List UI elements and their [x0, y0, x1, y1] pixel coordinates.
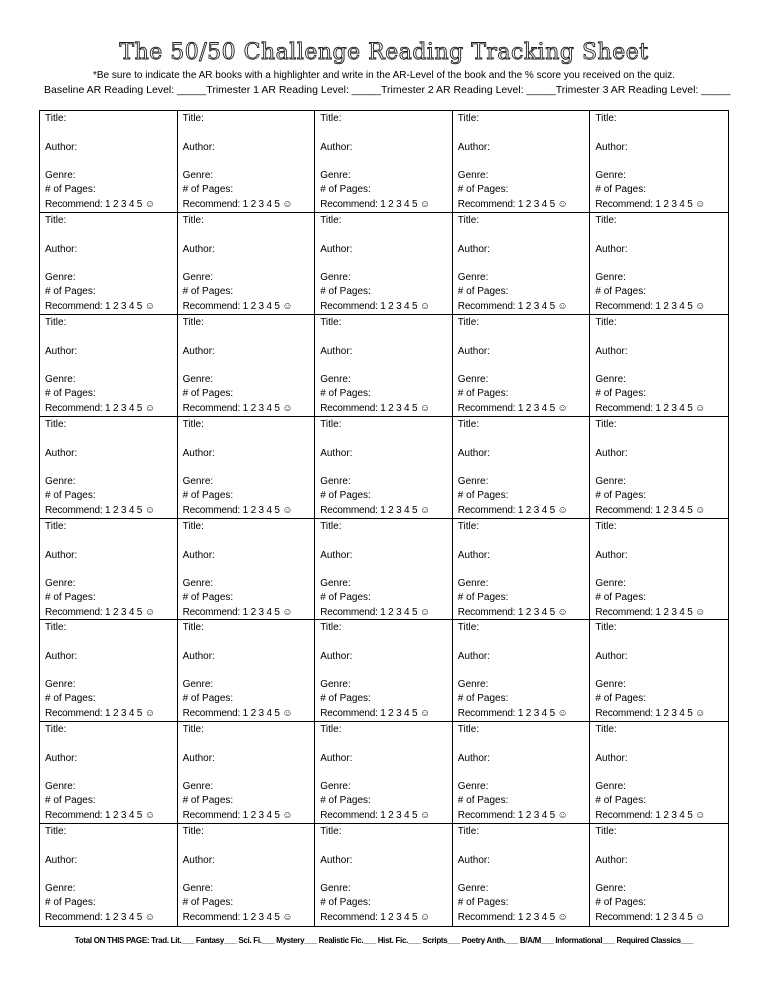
recommend-rating-label: Recommend: 1 2 3 4 5 ☺: [595, 810, 706, 822]
book-pages-label: # of Pages:: [45, 285, 96, 297]
recommend-rating-label: Recommend: 1 2 3 4 5 ☺: [182, 199, 293, 210]
recommend-rating-label: Recommend: 1 2 3 4 5 ☺: [182, 504, 293, 516]
book-author-label: Author:: [320, 345, 353, 357]
book-title-label: Title:: [457, 622, 480, 634]
book-entry-card: [40, 213, 178, 315]
recommend-rating-label: Recommend: 1 2 3 4 5 ☺: [182, 912, 293, 924]
book-title-label: Title:: [457, 724, 480, 736]
book-pages-label: # of Pages:: [182, 897, 234, 909]
book-pages-label: # of Pages:: [45, 184, 96, 195]
book-author-label: Author:: [320, 549, 353, 561]
book-entry-card: [453, 519, 591, 621]
book-entry-card: [453, 824, 591, 926]
book-entry-card: [40, 824, 178, 926]
book-genre-label: Genre:: [457, 781, 489, 793]
book-entry-card: [590, 417, 728, 519]
book-pages-label: # of Pages:: [457, 795, 509, 807]
book-author-label: Author:: [595, 243, 628, 255]
book-genre-label: Genre:: [320, 475, 351, 487]
recommend-rating-label: Recommend: 1 2 3 4 5 ☺: [45, 912, 155, 924]
book-genre-label: Genre:: [457, 373, 489, 385]
book-genre-label: Genre:: [320, 373, 351, 385]
recommend-rating-label: Recommend: 1 2 3 4 5 ☺: [182, 606, 293, 618]
book-genre-label: Genre:: [457, 577, 489, 589]
reading-levels-row: [44, 84, 731, 96]
book-genre-label: Genre:: [457, 883, 489, 895]
book-title-label: Title:: [320, 316, 342, 328]
book-title-label: Title:: [320, 214, 342, 226]
book-author-label: Author:: [595, 753, 628, 765]
recommend-rating-label: Recommend: 1 2 3 4 5 ☺: [320, 708, 430, 720]
recommend-rating-label: Recommend: 1 2 3 4 5 ☺: [457, 708, 568, 720]
book-entry-card: [178, 315, 316, 417]
recommend-rating-label: Recommend: 1 2 3 4 5 ☺: [595, 300, 706, 312]
book-genre-label: Genre:: [45, 883, 76, 895]
book-genre-label: Genre:: [457, 170, 489, 181]
book-author-label: Author:: [182, 142, 215, 153]
book-pages-label: # of Pages:: [320, 591, 371, 603]
book-genre-label: Genre:: [320, 271, 351, 283]
book-title-label: Title:: [320, 622, 342, 634]
recommend-rating-label: Recommend: 1 2 3 4 5 ☺: [45, 199, 155, 210]
book-entry-card: [590, 824, 728, 926]
book-entry-card: [453, 213, 591, 315]
book-title-label: Title:: [320, 826, 342, 838]
book-author-label: Author:: [595, 142, 628, 153]
book-genre-label: Genre:: [320, 781, 351, 793]
recommend-rating-label: Recommend: 1 2 3 4 5 ☺: [595, 199, 706, 210]
recommend-rating-label: Recommend: 1 2 3 4 5 ☺: [320, 606, 430, 618]
book-title-label: Title:: [182, 214, 204, 226]
book-entry-card: [178, 519, 316, 621]
book-title-label: Title:: [320, 520, 342, 532]
book-entry-card: [40, 315, 178, 417]
book-pages-label: # of Pages:: [595, 591, 646, 603]
book-title-label: Title:: [595, 418, 617, 430]
trimester-3-level-label: Trimester 3 AR Reading Level: _____: [555, 84, 731, 96]
book-genre-label: Genre:: [45, 271, 76, 283]
book-genre-label: Genre:: [595, 883, 626, 895]
book-entry-card: [178, 824, 316, 926]
book-entry-card: [453, 620, 591, 722]
book-pages-label: # of Pages:: [595, 184, 646, 195]
book-title-label: Title:: [595, 724, 617, 736]
book-entry-card: [315, 417, 453, 519]
recommend-rating-label: Recommend: 1 2 3 4 5 ☺: [320, 912, 430, 924]
book-author-label: Author:: [320, 651, 353, 663]
recommend-rating-label: Recommend: 1 2 3 4 5 ☺: [595, 912, 706, 924]
book-genre-label: Genre:: [182, 475, 214, 487]
recommend-rating-label: Recommend: 1 2 3 4 5 ☺: [457, 199, 568, 210]
book-author-label: Author:: [45, 447, 78, 459]
book-author-label: Author:: [457, 753, 491, 765]
book-pages-label: # of Pages:: [457, 285, 509, 297]
book-author-label: Author:: [595, 345, 628, 357]
book-entry-card: [178, 417, 316, 519]
book-title-label: Title:: [182, 520, 204, 532]
book-author-label: Author:: [45, 651, 78, 663]
book-pages-label: # of Pages:: [182, 387, 234, 399]
book-pages-label: # of Pages:: [182, 591, 234, 603]
book-pages-label: # of Pages:: [320, 387, 371, 399]
book-entry-card: [40, 417, 178, 519]
book-title-label: Title:: [457, 113, 480, 124]
book-author-label: Author:: [45, 243, 78, 255]
recommend-rating-label: Recommend: 1 2 3 4 5 ☺: [320, 402, 430, 414]
trimester-1-level-label: Trimester 1 AR Reading Level: _____: [206, 84, 382, 96]
book-author-label: Author:: [320, 447, 353, 459]
book-title-label: Title:: [45, 113, 67, 124]
book-log-grid: [39, 110, 729, 927]
book-entry-card: [315, 315, 453, 417]
book-genre-label: Genre:: [595, 781, 626, 793]
book-entry-card: [40, 111, 178, 213]
book-entry-card: [178, 213, 316, 315]
book-title-label: Title:: [45, 316, 67, 328]
genre-totals-footer: Total ON THIS PAGE: Trad. Lit.___ Fantasy___ Sci. Fi.___ Mystery___ Realistic Fic.___ Hist. Fic.___ Scripts___ Poetry Anth.___ B/A/M___ Informational___ Required Classics___: [74, 936, 694, 945]
book-title-label: Title:: [595, 622, 617, 634]
book-pages-label: # of Pages:: [45, 795, 96, 807]
book-entry-card: [590, 315, 728, 417]
book-pages-label: # of Pages:: [595, 897, 646, 909]
book-author-label: Author:: [457, 345, 491, 357]
book-entry-card: [590, 620, 728, 722]
book-genre-label: Genre:: [182, 679, 214, 691]
book-title-label: Title:: [320, 724, 342, 736]
book-entry-card: [590, 722, 728, 824]
book-pages-label: # of Pages:: [457, 693, 509, 705]
book-title-label: Title:: [45, 724, 67, 736]
recommend-rating-label: Recommend: 1 2 3 4 5 ☺: [45, 708, 155, 720]
book-entry-card: [40, 620, 178, 722]
recommend-rating-label: Recommend: 1 2 3 4 5 ☺: [595, 402, 706, 414]
book-genre-label: Genre:: [45, 373, 76, 385]
book-genre-label: Genre:: [320, 577, 351, 589]
book-pages-label: # of Pages:: [595, 795, 646, 807]
book-author-label: Author:: [457, 243, 491, 255]
book-author-label: Author:: [320, 142, 353, 153]
book-entry-card: [590, 213, 728, 315]
book-entry-card: [453, 315, 591, 417]
recommend-rating-label: Recommend: 1 2 3 4 5 ☺: [45, 402, 155, 414]
book-pages-label: # of Pages:: [457, 489, 509, 501]
book-genre-label: Genre:: [45, 170, 76, 181]
book-genre-label: Genre:: [182, 577, 214, 589]
recommend-rating-label: Recommend: 1 2 3 4 5 ☺: [595, 708, 706, 720]
book-entry-card: [40, 722, 178, 824]
book-title-label: Title:: [45, 622, 67, 634]
page-title: The 50/50 Challenge Reading Tracking Sheet: [119, 40, 649, 65]
book-author-label: Author:: [182, 753, 215, 765]
book-title-label: Title:: [595, 826, 617, 838]
book-genre-label: Genre:: [45, 577, 76, 589]
book-genre-label: Genre:: [320, 679, 351, 691]
book-author-label: Author:: [595, 855, 628, 867]
book-pages-label: # of Pages:: [45, 591, 96, 603]
book-title-label: Title:: [45, 520, 67, 532]
book-author-label: Author:: [457, 447, 491, 459]
recommend-rating-label: Recommend: 1 2 3 4 5 ☺: [182, 300, 293, 312]
book-pages-label: # of Pages:: [595, 387, 646, 399]
book-pages-label: # of Pages:: [320, 184, 371, 195]
book-pages-label: # of Pages:: [457, 184, 509, 195]
book-genre-label: Genre:: [320, 883, 351, 895]
book-genre-label: Genre:: [182, 373, 214, 385]
book-pages-label: # of Pages:: [457, 591, 509, 603]
book-genre-label: Genre:: [595, 271, 626, 283]
recommend-rating-label: Recommend: 1 2 3 4 5 ☺: [45, 606, 155, 618]
instructions-note: *Be sure to indicate the AR books with a highlighter and write in the AR-Level of the book and the % score you received on the quiz.: [92, 70, 676, 81]
book-title-label: Title:: [182, 826, 204, 838]
book-author-label: Author:: [320, 753, 353, 765]
book-title-label: Title:: [45, 214, 67, 226]
book-pages-label: # of Pages:: [320, 285, 371, 297]
book-pages-label: # of Pages:: [45, 387, 96, 399]
book-title-label: Title:: [182, 113, 204, 124]
book-title-label: Title:: [595, 316, 617, 328]
trimester-2-level-label: Trimester 2 AR Reading Level: _____: [381, 84, 556, 96]
book-genre-label: Genre:: [182, 781, 214, 793]
book-title-label: Title:: [457, 520, 480, 532]
book-genre-label: Genre:: [182, 883, 214, 895]
book-title-label: Title:: [320, 418, 342, 430]
book-author-label: Author:: [182, 243, 215, 255]
book-pages-label: # of Pages:: [182, 795, 234, 807]
book-author-label: Author:: [595, 447, 628, 459]
book-genre-label: Genre:: [320, 170, 351, 181]
recommend-rating-label: Recommend: 1 2 3 4 5 ☺: [182, 708, 293, 720]
book-genre-label: Genre:: [595, 577, 626, 589]
book-title-label: Title:: [457, 316, 480, 328]
book-entry-card: [178, 620, 316, 722]
book-entry-card: [315, 519, 453, 621]
book-entry-card: [453, 417, 591, 519]
recommend-rating-label: Recommend: 1 2 3 4 5 ☺: [45, 810, 155, 822]
book-author-label: Author:: [320, 243, 353, 255]
book-author-label: Author:: [320, 855, 353, 867]
recommend-rating-label: Recommend: 1 2 3 4 5 ☺: [457, 912, 568, 924]
book-entry-card: [590, 519, 728, 621]
book-author-label: Author:: [45, 753, 78, 765]
book-entry-card: [315, 722, 453, 824]
recommend-rating-label: Recommend: 1 2 3 4 5 ☺: [320, 810, 430, 822]
recommend-rating-label: Recommend: 1 2 3 4 5 ☺: [457, 504, 568, 516]
baseline-level-label: Baseline AR Reading Level: _____: [44, 84, 207, 96]
book-author-label: Author:: [45, 549, 78, 561]
book-author-label: Author:: [45, 142, 78, 153]
book-author-label: Author:: [457, 142, 491, 153]
book-title-label: Title:: [182, 622, 204, 634]
book-author-label: Author:: [45, 855, 78, 867]
book-entry-card: [453, 722, 591, 824]
book-title-label: Title:: [320, 113, 342, 124]
book-entry-card: [590, 111, 728, 213]
book-genre-label: Genre:: [457, 475, 489, 487]
book-pages-label: # of Pages:: [182, 184, 234, 195]
book-entry-card: [453, 111, 591, 213]
recommend-rating-label: Recommend: 1 2 3 4 5 ☺: [45, 300, 155, 312]
book-author-label: Author:: [595, 549, 628, 561]
book-author-label: Author:: [182, 447, 215, 459]
recommend-rating-label: Recommend: 1 2 3 4 5 ☺: [182, 810, 293, 822]
book-title-label: Title:: [45, 418, 67, 430]
recommend-rating-label: Recommend: 1 2 3 4 5 ☺: [320, 504, 430, 516]
recommend-rating-label: Recommend: 1 2 3 4 5 ☺: [320, 199, 430, 210]
book-pages-label: # of Pages:: [457, 897, 509, 909]
book-author-label: Author:: [457, 549, 491, 561]
book-genre-label: Genre:: [45, 781, 76, 793]
book-pages-label: # of Pages:: [320, 795, 371, 807]
recommend-rating-label: Recommend: 1 2 3 4 5 ☺: [45, 504, 155, 516]
recommend-rating-label: Recommend: 1 2 3 4 5 ☺: [182, 402, 293, 414]
recommend-rating-label: Recommend: 1 2 3 4 5 ☺: [457, 402, 568, 414]
recommend-rating-label: Recommend: 1 2 3 4 5 ☺: [320, 300, 430, 312]
book-entry-card: [315, 620, 453, 722]
book-title-label: Title:: [457, 826, 480, 838]
book-entry-card: [178, 722, 316, 824]
book-pages-label: # of Pages:: [45, 693, 96, 705]
recommend-rating-label: Recommend: 1 2 3 4 5 ☺: [457, 606, 568, 618]
book-title-label: Title:: [45, 826, 67, 838]
book-entry-card: [40, 519, 178, 621]
book-pages-label: # of Pages:: [182, 285, 234, 297]
book-title-label: Title:: [595, 520, 617, 532]
book-author-label: Author:: [182, 651, 215, 663]
book-entry-card: [315, 213, 453, 315]
recommend-rating-label: Recommend: 1 2 3 4 5 ☺: [595, 606, 706, 618]
book-pages-label: # of Pages:: [320, 693, 371, 705]
book-author-label: Author:: [182, 345, 215, 357]
book-genre-label: Genre:: [595, 170, 626, 181]
recommend-rating-label: Recommend: 1 2 3 4 5 ☺: [457, 810, 568, 822]
book-title-label: Title:: [182, 724, 204, 736]
book-genre-label: Genre:: [595, 475, 626, 487]
book-author-label: Author:: [457, 855, 491, 867]
recommend-rating-label: Recommend: 1 2 3 4 5 ☺: [595, 504, 706, 516]
book-genre-label: Genre:: [45, 679, 76, 691]
book-genre-label: Genre:: [595, 679, 626, 691]
book-pages-label: # of Pages:: [595, 489, 646, 501]
book-pages-label: # of Pages:: [457, 387, 509, 399]
book-entry-card: [178, 111, 316, 213]
book-title-label: Title:: [457, 214, 480, 226]
book-genre-label: Genre:: [457, 679, 489, 691]
book-title-label: Title:: [595, 113, 617, 124]
book-pages-label: # of Pages:: [45, 489, 96, 501]
book-genre-label: Genre:: [457, 271, 489, 283]
book-title-label: Title:: [182, 418, 204, 430]
book-pages-label: # of Pages:: [595, 285, 646, 297]
book-genre-label: Genre:: [182, 271, 214, 283]
book-author-label: Author:: [45, 345, 78, 357]
recommend-rating-label: Recommend: 1 2 3 4 5 ☺: [457, 300, 568, 312]
book-genre-label: Genre:: [182, 170, 214, 181]
book-pages-label: # of Pages:: [182, 693, 234, 705]
book-pages-label: # of Pages:: [320, 489, 371, 501]
book-author-label: Author:: [457, 651, 491, 663]
book-entry-card: [315, 111, 453, 213]
book-title-label: Title:: [457, 418, 480, 430]
book-title-label: Title:: [182, 316, 204, 328]
book-pages-label: # of Pages:: [320, 897, 371, 909]
book-entry-card: [315, 824, 453, 926]
book-pages-label: # of Pages:: [182, 489, 234, 501]
book-pages-label: # of Pages:: [45, 897, 96, 909]
book-author-label: Author:: [182, 855, 215, 867]
book-genre-label: Genre:: [45, 475, 76, 487]
book-author-label: Author:: [182, 549, 215, 561]
book-pages-label: # of Pages:: [595, 693, 646, 705]
book-title-label: Title:: [595, 214, 617, 226]
book-genre-label: Genre:: [595, 373, 626, 385]
book-author-label: Author:: [595, 651, 628, 663]
